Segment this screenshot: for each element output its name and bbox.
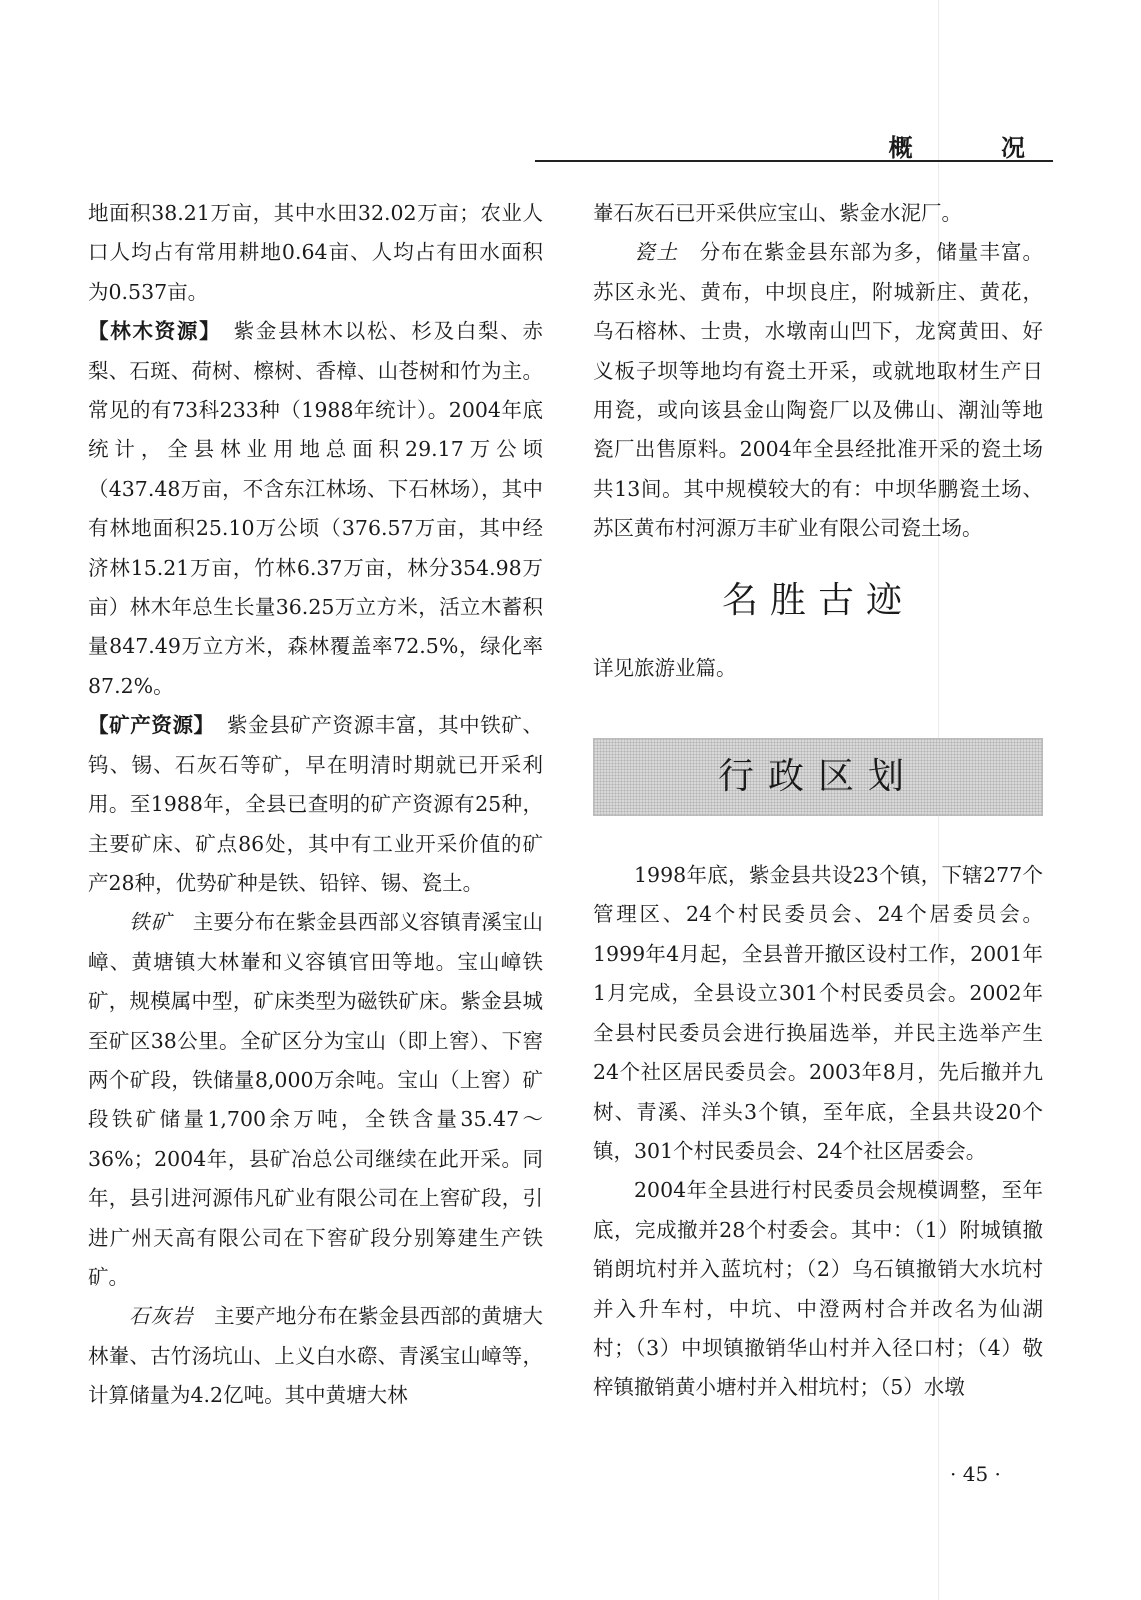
forest-text: 紫金县林木以松、杉及白梨、赤梨、石斑、荷树、檫树、香樟、山苍树和竹为主。常见的有73科233种（1988年统计）。2004年底统计，全县林业用地总面积29.17万公顷（437.48万亩，不含东江林场、下石林场），其中有林地面积25.10万公顷（376.57万亩，其中经济林15.21万亩，竹林6.37万亩，林分354.98万亩）林木年总生长量36.25万立方米，活立木蓄积量847.49万立方米，森林覆盖率72.5%，绿化率87.2%。 — [88, 319, 544, 698]
paragraph-mineral — [88, 706, 543, 903]
mineral-heading: 【矿产资源】 — [88, 713, 215, 738]
right-column — [593, 194, 1043, 1408]
page-number: · 45 · — [950, 1462, 1001, 1486]
section-title-admin: 行政区划 — [593, 738, 1043, 816]
paragraph-admin-2: 2004年全县进行村民委员会规模调整，至年底，完成撤并28个村委会。其中：（1）附城镇撤销朗坑村并入蓝坑村；（2）乌石镇撤销大水坑村并入升车村，中坑、中澄两村合并改名为仙湖村；（3）中坝镇撤销华山村并入径口村；（4）敬梓镇撤销黄小塘村并入柑坑村；（5）水墩 — [593, 1178, 1043, 1400]
iron-heading: 铁矿 — [129, 910, 173, 935]
header-title: 概 况 — [888, 134, 1065, 162]
paragraph-limestone — [88, 1297, 543, 1415]
paragraph-limestone-cont: 輋石灰石已开采供应宝山、紫金水泥厂。 — [593, 201, 962, 225]
left-column — [88, 194, 543, 1416]
paragraph-clay — [593, 233, 1043, 548]
clay-text: 分布在紫金县东部为多，储量丰富。苏区永光、黄布，中坝良庄，附城新庄、黄花，乌石榕林、士贵，水墩南山凹下，龙窝黄田、好义板子坝等地均有瓷土开采，或就地取材生产日用瓷，或向该县金山陶瓷厂以及佛山、潮汕等地瓷厂出售原料。2004年全县经批准开采的瓷土场共13间。其中规模较大的有：中坝华鹏瓷土场、苏区黄布村河源万丰矿业有限公司瓷土场。 — [593, 240, 1044, 541]
section-title-scenic: 名胜古迹 — [721, 579, 914, 621]
limestone-text: 主要产地分布在紫金县西部的黄塘大林輋、古竹汤坑山、上义白水磜、青溪宝山嶂等，计算储量为4.2亿吨。其中黄塘大林 — [88, 1304, 544, 1408]
paragraph-admin-1: 1998年底，紫金县共设23个镇，下辖277个管理区、24个村民委员会、24个居委员会。1999年4月起，全县普开撤区设村工作，2001年1月完成，全县设立301个村民委员会。2002年全县村民委员会进行换届选举，并民主选举产生24个社区居民委员会。2003年8月，先后撤并九树、青溪、洋头3个镇，至年底，全县共设20个镇，301个村民委员会、24个社区居委会。 — [593, 863, 1043, 1163]
clay-heading: 瓷土 — [634, 240, 680, 265]
paragraph-scenic: 详见旅游业篇。 — [593, 655, 737, 680]
running-header — [535, 128, 1065, 162]
paragraph-forest — [88, 312, 543, 706]
header-rule — [535, 160, 1053, 162]
forest-heading: 【林木资源】 — [88, 319, 222, 344]
limestone-heading: 石灰岩 — [129, 1304, 194, 1329]
paragraph-iron — [88, 903, 543, 1297]
mineral-text: 紫金县矿产资源丰富，其中铁矿、钨、锡、石灰石等矿，早在明清时期就已开采利用。至1988年，全县已查明的矿产资源有25种，主要矿床、矿点86处，其中有工业开采价值的矿产28种，优势矿种是铁、铅锌、锡、瓷土。 — [88, 713, 544, 895]
paragraph-farmland: 地面积38.21万亩，其中水田32.02万亩；农业人口人均占有常用耕地0.64亩、人均占有田水面积为0.537亩。 — [88, 201, 543, 304]
iron-text: 主要分布在紫金县西部义容镇青溪宝山嶂、黄塘镇大林輋和义容镇官田等地。宝山嶂铁矿，规模属中型，矿床类型为磁铁矿床。紫金县城至矿区38公里。全矿区分为宝山（即上窖）、下窖两个矿段，铁储量8,000万余吨。宝山（上窖）矿段铁矿储量1,700余万吨，全铁含量35.47～36%；2004年，县矿冶总公司继续在此开采。同年，县引进河源伟凡矿业有限公司在上窖矿段，引进广州天高有限公司在下窖矿段分别筹建生产铁矿。 — [88, 910, 544, 1289]
